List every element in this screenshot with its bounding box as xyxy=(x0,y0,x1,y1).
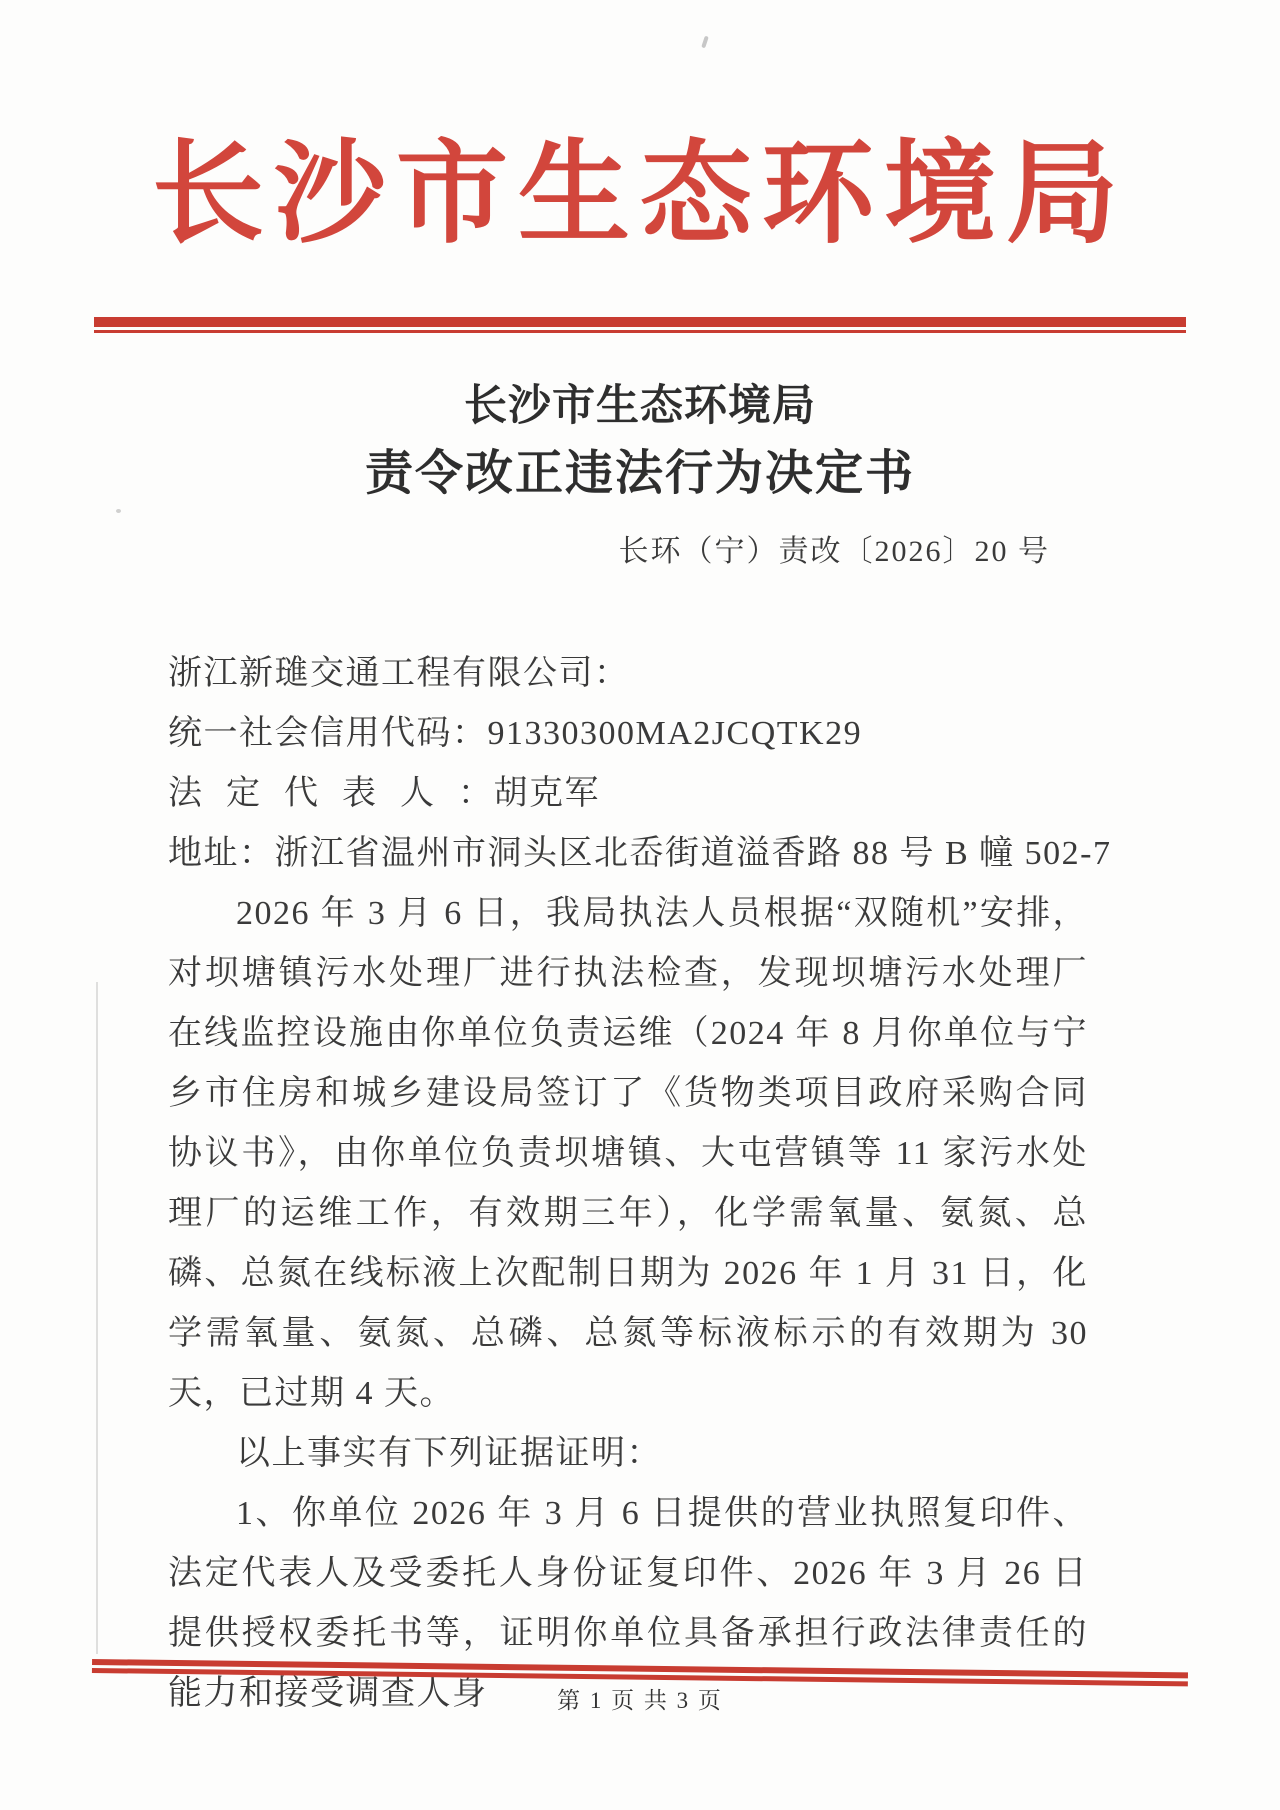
recipient-credit-code-line xyxy=(168,704,1088,764)
body-paragraph-facts: 2026 年 3 月 6 日，我局执法人员根据“双随机”安排，对坝塘镇污水处理厂进行执法检查，发现坝塘污水处理厂在线监控设施由你单位负责运维（2024 年 8 月你单位与宁乡市住房和城乡建设局签订了《货物类项目政府采购合同协议书》，由你单位负责坝塘镇、大屯营镇等 11 家污水处理厂的运维工作，有效期三年），化学需氧量、氨氮、总磷、总氮在线标液上次配制日期为 2026 年 1 月 31 日，化学需氧量、氨氮、总磷、总氮等标液标示的有效期为 30 天，已过期 4 天。 xyxy=(168,895,1088,1412)
credit-code-value: 91330300MA2JCQTK29 xyxy=(487,715,863,752)
letterhead-divider xyxy=(94,317,1186,333)
document-body xyxy=(168,644,1112,1724)
credit-code-label: 统一社会信用代码： xyxy=(168,715,488,752)
scan-artifact-tick xyxy=(701,36,709,49)
legal-rep-label: 法定代表人 xyxy=(168,775,458,812)
scan-artifact-edge-line xyxy=(96,982,98,1654)
document-reference-number: 长环（宁）责改〔2026〕20 号 xyxy=(618,535,1050,568)
recipient-address-line: 地址：浙江省温州市洞头区北岙街道溢香路 88 号 B 幢 502-7 xyxy=(168,835,1112,872)
legal-rep-name: ：胡克军 xyxy=(458,775,600,812)
body-paragraph-evidence-item1: 1、你单位 2026 年 3 月 6 日提供的营业执照复印件、法定代表人及受委托人身份证复印件、2026 年 3 月 26 日提供授权委托书等，证明你单位具备承担行政法律责任的能力和接受调查人身 xyxy=(168,1495,1088,1712)
letterhead-agency-name: 长沙市生态环境局 xyxy=(152,133,1128,257)
document-title-line2: 责令改正违法行为决定书 xyxy=(364,447,915,500)
letterhead-divider-thin-line xyxy=(94,330,1186,333)
document-title-line1: 长沙市生态环境局 xyxy=(464,383,816,430)
body-paragraph-evidence-intro: 以上事实有下列证据证明： xyxy=(236,1435,662,1472)
letterhead-divider-thick-line xyxy=(94,317,1186,327)
footer-page-number: 第 1 页 共 3 页 xyxy=(557,1688,723,1713)
recipient-company-name: 浙江新璡交通工程有限公司： xyxy=(168,655,630,692)
recipient-legal-rep-line xyxy=(168,764,1088,824)
scan-artifact-dot xyxy=(116,509,121,513)
